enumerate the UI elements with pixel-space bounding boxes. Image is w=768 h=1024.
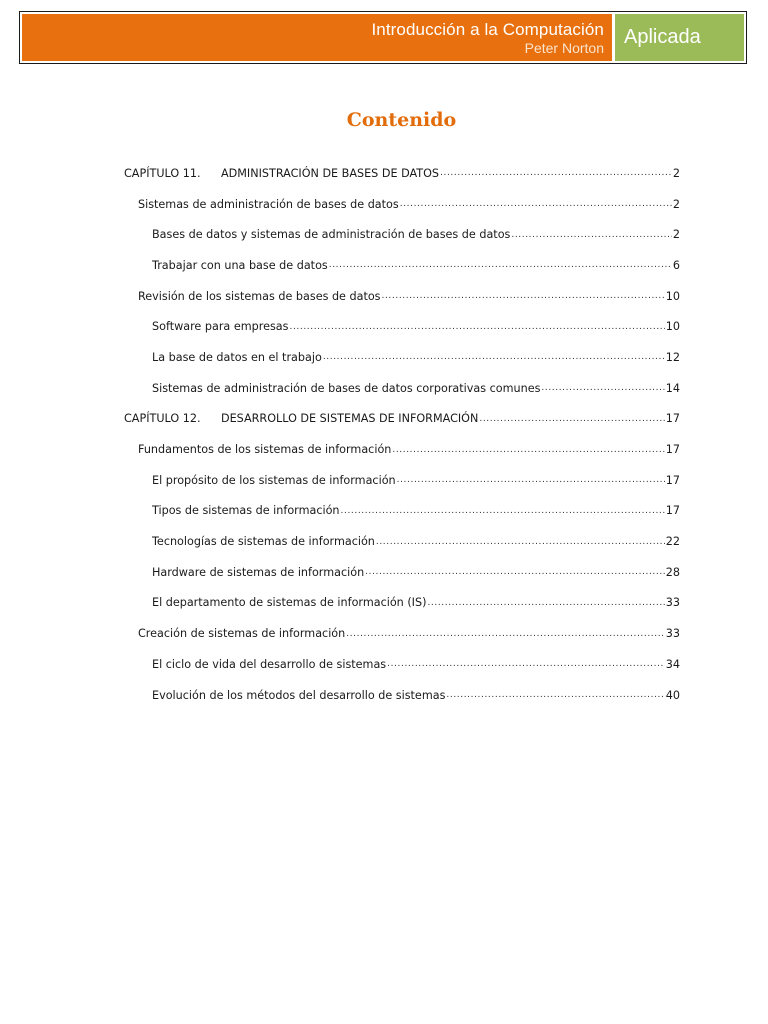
toc-page-number: 33 (665, 627, 680, 641)
toc-entry[interactable] (124, 557, 680, 588)
toc-dot-leader (511, 229, 672, 241)
toc-page-number: 10 (665, 289, 680, 303)
header-title-block (22, 14, 612, 61)
toc-dot-leader (376, 536, 665, 548)
toc-entry-text: La base de datos en el trabajo (152, 350, 322, 364)
toc-entry[interactable] (124, 158, 680, 189)
toc-chapter-number: CAPÍTULO 12. (124, 412, 201, 426)
toc-page-number: 40 (665, 688, 680, 702)
toc-entry-label (152, 320, 288, 333)
toc-page-number: 28 (665, 565, 680, 579)
toc-entry[interactable] (124, 649, 680, 680)
toc-entry-label (138, 443, 391, 456)
toc-dot-leader (387, 658, 665, 670)
toc-entry[interactable] (124, 311, 680, 342)
toc-entry-text: ADMINISTRACIÓN DE BASES DE DATOS (221, 166, 440, 180)
toc-dot-leader (541, 382, 664, 394)
toc-entry-label (152, 382, 540, 395)
toc-entry-label (124, 412, 478, 425)
toc-dot-leader (440, 167, 672, 179)
toc-dot-leader (346, 628, 665, 640)
toc-page-number: 22 (665, 535, 680, 549)
toc-page-number: 2 (672, 166, 680, 180)
toc-entry[interactable] (124, 496, 680, 527)
toc-entry-text: Fundamentos de los sistemas de información (138, 443, 392, 457)
toc-entry-text: Revisión de los sistemas de bases de datos (138, 289, 381, 303)
table-of-contents (124, 158, 680, 710)
toc-entry-text: Bases de datos y sistemas de administración de bases de datos (152, 228, 511, 242)
toc-page-number: 14 (665, 381, 680, 395)
toc-entry[interactable] (124, 373, 680, 404)
toc-entry-label (152, 596, 426, 609)
toc-dot-leader (289, 321, 664, 333)
toc-entry-label (152, 474, 396, 487)
toc-entry[interactable] (124, 526, 680, 557)
toc-entry[interactable] (124, 434, 680, 465)
toc-entry[interactable] (124, 342, 680, 373)
toc-entry-text: El departamento de sistemas de información (IS) (152, 596, 427, 610)
toc-dot-leader (397, 474, 665, 486)
toc-entry-label (124, 167, 439, 180)
toc-entry[interactable] (124, 618, 680, 649)
toc-page-number: 17 (665, 504, 680, 518)
toc-page-number: 34 (665, 657, 680, 671)
toc-entry-label (152, 689, 445, 702)
toc-dot-leader (427, 597, 664, 609)
toc-entry-label (152, 351, 322, 364)
header-side-label: Aplicada (615, 14, 744, 61)
toc-page-number: 10 (665, 320, 680, 334)
toc-entry-label (138, 290, 381, 303)
toc-entry-text: Trabajar con una base de datos (152, 258, 328, 272)
toc-entry-label (138, 627, 345, 640)
toc-dot-leader (382, 290, 665, 302)
toc-entry-text: DESARROLLO DE SISTEMAS DE INFORMACIÓN (221, 412, 479, 426)
toc-dot-leader (400, 198, 672, 210)
toc-entry-text: Tipos de sistemas de información (152, 504, 340, 518)
toc-entry-label (152, 535, 375, 548)
toc-entry-label (138, 198, 399, 211)
toc-entry[interactable] (124, 219, 680, 250)
toc-entry-text: Software para empresas (152, 320, 289, 334)
toc-entry-label (152, 504, 340, 517)
toc-page-number: 17 (665, 443, 680, 457)
toc-entry[interactable] (124, 588, 680, 619)
toc-entry[interactable] (124, 281, 680, 312)
toc-entry-text: Sistemas de administración de bases de datos corporativas comunes (152, 381, 541, 395)
toc-page-number: 17 (665, 473, 680, 487)
toc-entry-text: Creación de sistemas de información (138, 627, 346, 641)
toc-page-number: 2 (672, 197, 680, 211)
toc-entry-label (152, 228, 510, 241)
toc-entry[interactable] (124, 250, 680, 281)
toc-entry-text: Tecnologías de sistemas de información (152, 535, 375, 549)
toc-dot-leader (365, 566, 665, 578)
toc-dot-leader (329, 259, 672, 271)
toc-entry-label (152, 566, 364, 579)
toc-entry-label (152, 658, 386, 671)
toc-entry[interactable] (124, 465, 680, 496)
toc-dot-leader (323, 351, 665, 363)
toc-dot-leader (479, 413, 664, 425)
toc-entry[interactable] (124, 189, 680, 220)
toc-entry-text: Evolución de los métodos del desarrollo de sistemas (152, 688, 446, 702)
toc-entry-text: El ciclo de vida del desarrollo de sistemas (152, 657, 387, 671)
toc-entry-text: El propósito de los sistemas de información (152, 473, 396, 487)
toc-title: Contenido (346, 109, 457, 131)
toc-entry[interactable] (124, 680, 680, 711)
toc-page-number: 2 (672, 228, 680, 242)
toc-dot-leader (446, 689, 664, 701)
toc-dot-leader (392, 444, 664, 456)
toc-dot-leader (341, 505, 665, 517)
toc-entry-text: Sistemas de administración de bases de datos (138, 197, 399, 211)
toc-entry-label (152, 259, 328, 272)
toc-chapter-number: CAPÍTULO 11. (124, 166, 201, 180)
toc-page-number: 12 (665, 350, 680, 364)
toc-page-number: 33 (665, 596, 680, 610)
toc-page-number: 17 (665, 412, 680, 426)
toc-entry-text: Hardware de sistemas de información (152, 565, 365, 579)
header-title: Introducción a la Computación (371, 20, 604, 39)
toc-entry[interactable] (124, 404, 680, 435)
toc-page-number: 6 (672, 258, 680, 272)
header-author: Peter Norton (524, 40, 604, 56)
page-header (19, 11, 747, 64)
